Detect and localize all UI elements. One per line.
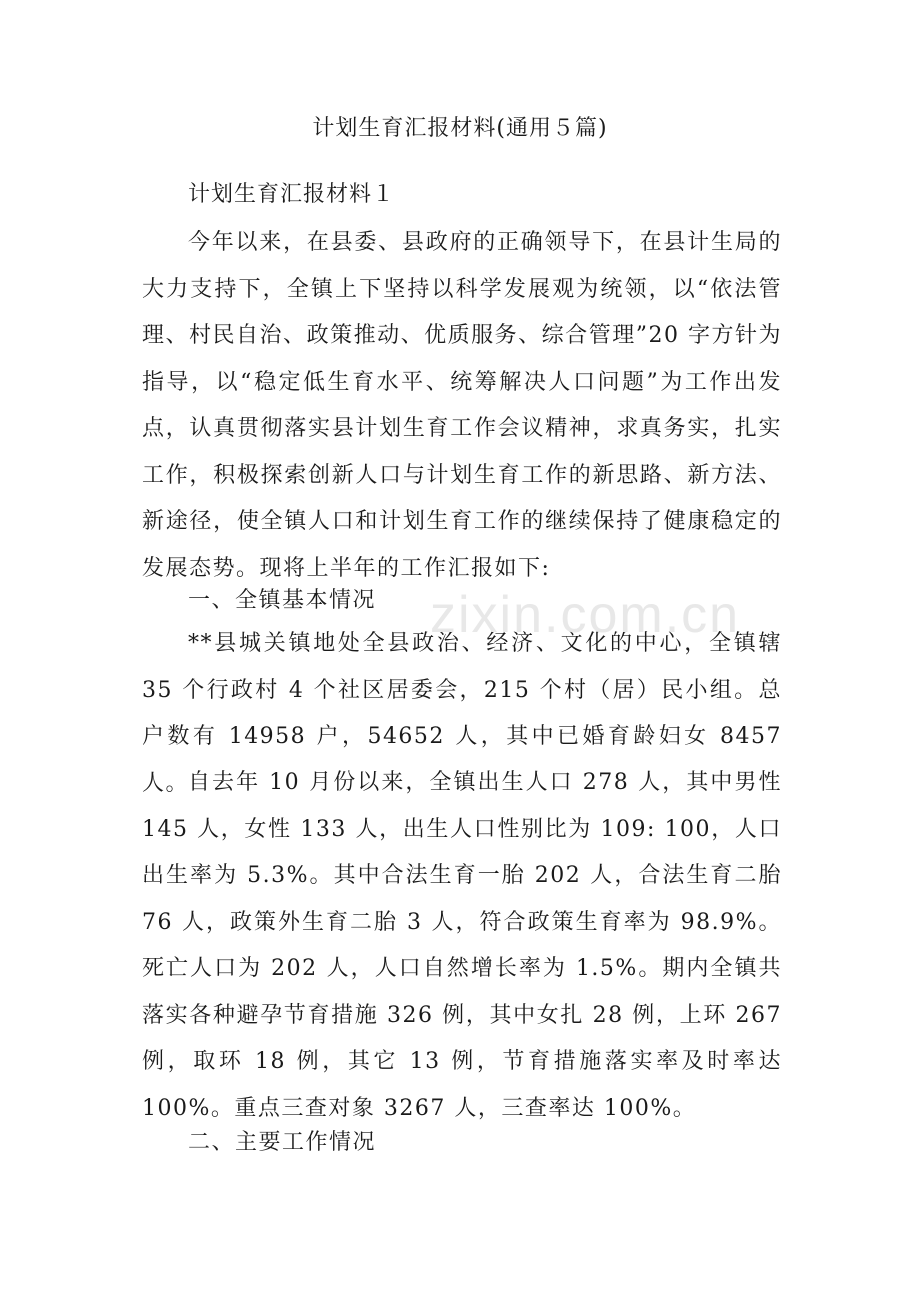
document-subtitle: 计划生育汇报材料１: [188, 182, 396, 207]
document-title: 计划生育汇报材料(通用５篇): [312, 116, 608, 141]
paragraph-intro: 今年以来，在县委、县政府的正确领导下，在县计生局的大力支持下，全镇上下坚持以科学发展观为统领，以“依法管理、村民自治、政策推动、优质服务、综合管理”20 字方针为指导，以“稳定低生育水平、统筹解决人口问题”为工作出发点，认真贯彻落实县计划生育工作会议精神，求真务实，扎实工作，积极探索创新人口与计划生育工作的新思路、新方法、新途径，使全镇人口和计划生育工作的继续保持了健康稳定的发展态势。现将上半年的工作汇报如下:: [142, 230, 782, 581]
heading-main-work: 二、主要工作情况: [188, 1130, 377, 1155]
paragraph-basic-situation: **县城关镇地处全县政治、经济、文化的中心，全镇辖 35 个行政村 4 个社区居委会，215 个村（居）民小组。总户数有 14958 户，54652 人，其中已婚育龄妇女 8457 人。: [142, 631, 782, 796]
heading-basic-situation: 一、全镇基本情况: [188, 588, 377, 613]
watermark-logo: zixin.com.cn: [430, 586, 741, 644]
paragraph-statistics: 自去年 10 月份以来，全镇出生人口 278 人，其中男性 145 人，女性 133 人，出生人口性别比为 109: 100，人口出生率为 5.3%。其中合法生育一胎 202 人，合法生育二胎 76 人，政策外生育二胎 3 人，符合政策生育率为 98.9%。死亡人口为 202 人，人口自然增长率为 1.5%。期内全镇共落实各种避孕节育措施 326 例，其中女扎 28 例，上环 267 例，取环 18 例，其它 13 例，节育措施落实率及时率达 100%。重点三查对象 3267 人，三查率达 100%。: [142, 770, 782, 1121]
